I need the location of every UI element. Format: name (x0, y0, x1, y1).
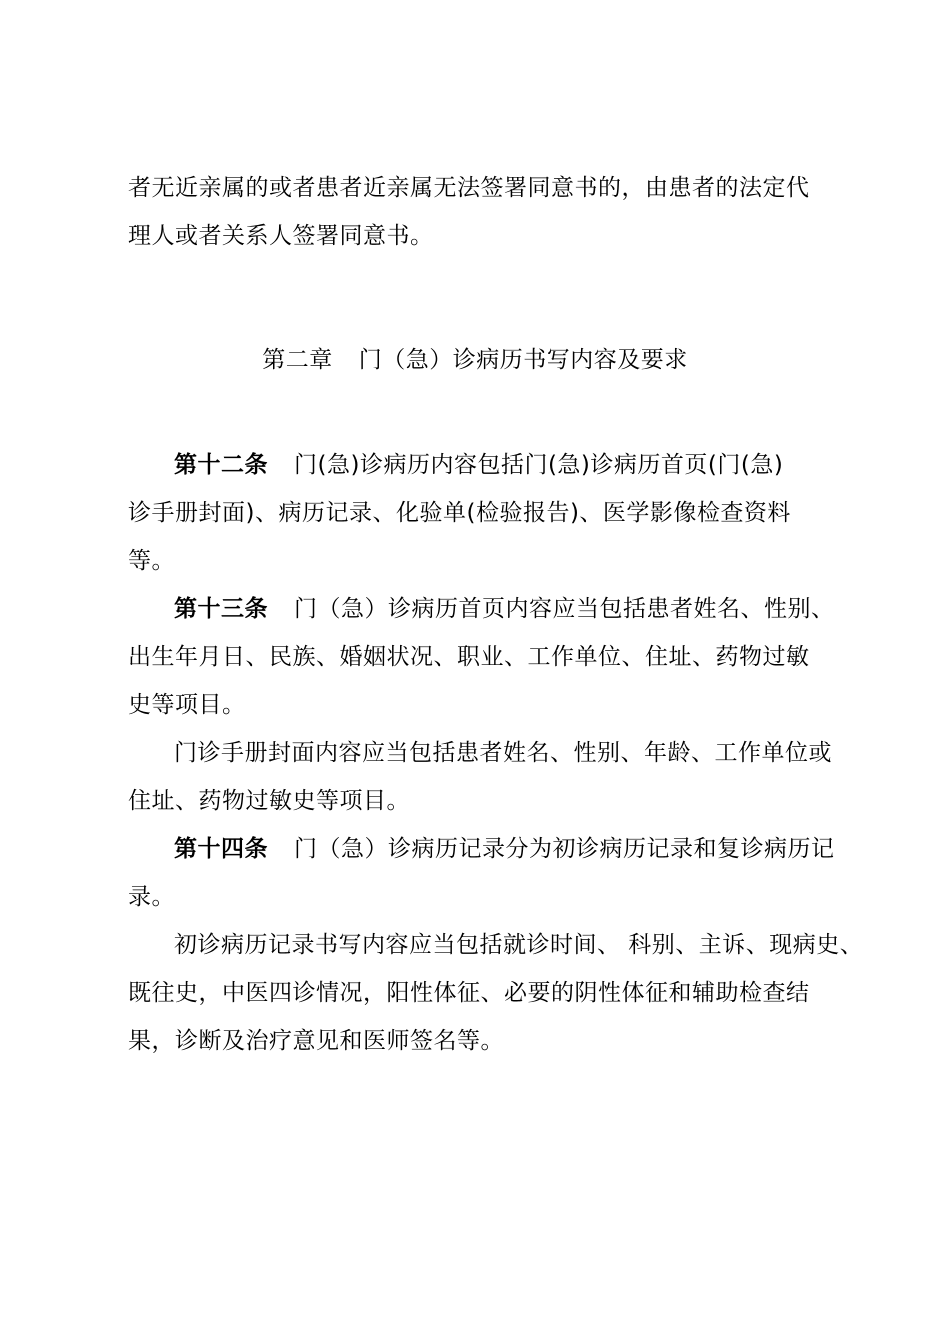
article-14-para-2-line-1: 初诊病历记录书写内容应当包括就诊时间、 科别、主诉、现病史、 (174, 932, 864, 958)
article-14-line-2: 录。 (128, 884, 175, 910)
article-12-label: 第十二条 (174, 452, 268, 478)
prev-paragraph-line-1: 者无近亲属的或者患者近亲属无法签署同意书的，由患者的法定代 (128, 175, 810, 201)
article-14-para-2-line-2: 既往史，中医四诊情况，阳性体征、必要的阴性体征和辅助检查结 (128, 980, 810, 1006)
article-13-line-2: 出生年月日、民族、婚姻状况、职业、工作单位、住址、药物过敏 (128, 644, 810, 670)
article-14-para-2-line-3: 果，诊断及治疗意见和医师签名等。 (128, 1028, 504, 1054)
prev-paragraph-line-2: 理人或者关系人签署同意书。 (128, 223, 434, 249)
article-14-line-1 (174, 825, 835, 873)
article-13-line-3: 史等项目。 (128, 692, 246, 718)
article-14-label: 第十四条 (174, 836, 268, 862)
article-12-line-2: 诊手册封面)、病历记录、化验单(检验报告)、医学影像检查资料 (128, 500, 791, 526)
article-13-label: 第十三条 (174, 596, 268, 622)
article-12-text: 门(急)诊病历内容包括门(急)诊病历首页(门(急) (294, 452, 784, 478)
article-12-line-3: 等。 (128, 548, 175, 574)
article-13-text: 门（急）诊病历首页内容应当包括患者姓名、性别、 (294, 596, 835, 622)
article-13-para-2-line-2: 住址、药物过敏史等项目。 (128, 788, 410, 814)
article-12-line-1 (174, 441, 783, 489)
article-13-para-2-line-1: 门诊手册封面内容应当包括患者姓名、性别、年龄、工作单位或 (174, 740, 832, 766)
chapter-title: 门（急）诊病历书写内容及要求 (358, 347, 688, 373)
article-14-text: 门（急）诊病历记录分为初诊病历记录和复诊病历记 (294, 836, 835, 862)
article-13-line-1 (174, 585, 835, 633)
chapter-heading (0, 336, 950, 384)
chapter-number: 第二章 (262, 347, 333, 373)
